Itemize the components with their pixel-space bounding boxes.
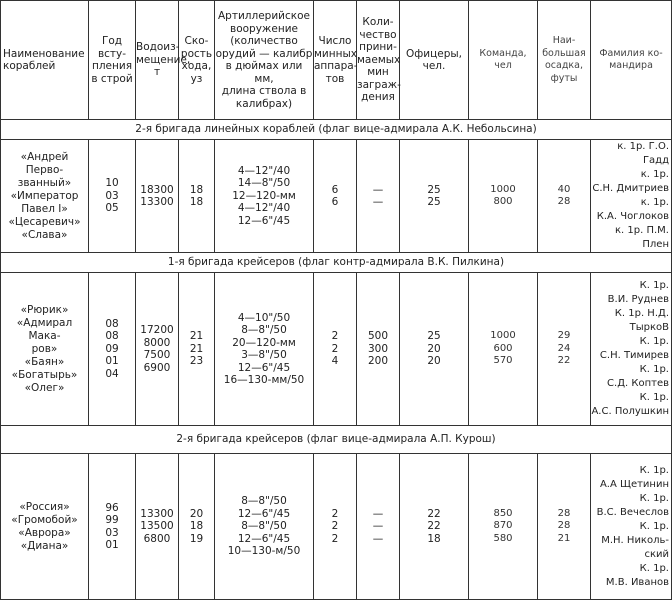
header-name: Наименование кораблей	[1, 1, 89, 120]
commanders-cell: К. 1р. А.А Щетинин К. 1р. В.С. Вечеслов К. 1р. М.Н. Николь- ский К. 1р. М.В. Иванов	[591, 454, 672, 600]
mines-cell: — —	[357, 140, 400, 253]
header-commander: Фамилия ко- мандира	[591, 1, 672, 120]
section-title: 2-я бригада крейсеров (флаг вице-адмирала А.П. Курош)	[1, 426, 672, 454]
crew-cell: 1000 800	[469, 140, 538, 253]
officers-cell: 25 25	[400, 140, 469, 253]
mines-cell: 500 300 200	[357, 273, 400, 426]
draft-cell: 28 28 21	[538, 454, 591, 600]
crew-cell: 1000 600 570	[469, 273, 538, 426]
torpedo-cell: 6 6	[314, 140, 357, 253]
years-cell: 96 99 03 01	[89, 454, 136, 600]
header-armament: Артиллерийское вооружение (количество орудий — калибр в дюймах или мм, длина ствола в калибрах)	[215, 1, 314, 120]
header-row	[1, 1, 672, 120]
ships-cell: «Рюрик» «Адмирал Мака- ров» «Баян» «Богатырь» «Олег»	[1, 273, 89, 426]
commanders-cell: К. 1р. В.И. Руднев К. 1р. Н.Д. ТыркоВ К. 1р. С.Н. Тимирев К. 1р. С.Д. Коптев К. 1р. А.С. Полушкин	[591, 273, 672, 426]
header-crew: Команда, чел	[469, 1, 538, 120]
ships-cell: «Россия» «Громобой» «Аврора» «Диана»	[1, 454, 89, 600]
section-title: 2-я бригада линейных кораблей (флаг вице-адмирала А.К. Небольсина)	[1, 120, 672, 140]
header-mines: Коли- чество прини- маемых мин заграж- дения	[357, 1, 400, 120]
draft-cell: 40 28	[538, 140, 591, 253]
armament-cell: 4—12"/40 14—8"/50 12—120-мм 4—12"/40 12—6"/45	[215, 140, 314, 253]
mines-cell: — — —	[357, 454, 400, 600]
armament-cell: 4—10"/50 8—8"/50 20—120-мм 3—8"/50 12—6"/45 16—130-мм/50	[215, 273, 314, 426]
draft-cell: 29 24 22	[538, 273, 591, 426]
years-cell: 08 08 09 01 04	[89, 273, 136, 426]
header-officers: Офицеры, чел.	[400, 1, 469, 120]
header-displacement: Водоиз- мещение, т	[136, 1, 179, 120]
header-year: Год всту- пления в строй	[89, 1, 136, 120]
header-torpedo: Число минных аппара- тов	[314, 1, 357, 120]
torpedo-cell: 2 2 2	[314, 454, 357, 600]
crew-cell: 850 870 580	[469, 454, 538, 600]
header-speed: Ско- рость хода, уз	[179, 1, 215, 120]
officers-cell: 25 20 20	[400, 273, 469, 426]
displacement-cell: 13300 13500 6800	[136, 454, 179, 600]
years-cell: 10 03 05	[89, 140, 136, 253]
speed-cell: 18 18	[179, 140, 215, 253]
displacement-cell: 17200 8000 7500 6900	[136, 273, 179, 426]
speed-cell: 21 21 23	[179, 273, 215, 426]
table-row	[1, 273, 672, 426]
table-row	[1, 140, 672, 253]
speed-cell: 20 18 19	[179, 454, 215, 600]
armament-cell: 8—8"/50 12—6"/45 8—8"/50 12—6"/45 10—130-м/50	[215, 454, 314, 600]
torpedo-cell: 2 2 4	[314, 273, 357, 426]
header-draft: Наи- большая осадка, футы	[538, 1, 591, 120]
table-row	[1, 454, 672, 600]
commanders-cell: к. 1р. Г.О. Гадд к. 1р. С.Н. Дмитриев к. 1р. К.А. Чоглоков к. 1р. П.М. Плен	[591, 140, 672, 253]
displacement-cell: 18300 13300	[136, 140, 179, 253]
officers-cell: 22 22 18	[400, 454, 469, 600]
section-title: 1-я бригада крейсеров (флаг контр-адмирала В.К. Пилкина)	[1, 253, 672, 273]
ships-cell: «Андрей Перво- званный» «Император Павел I» «Цесаревич» «Слава»	[1, 140, 89, 253]
